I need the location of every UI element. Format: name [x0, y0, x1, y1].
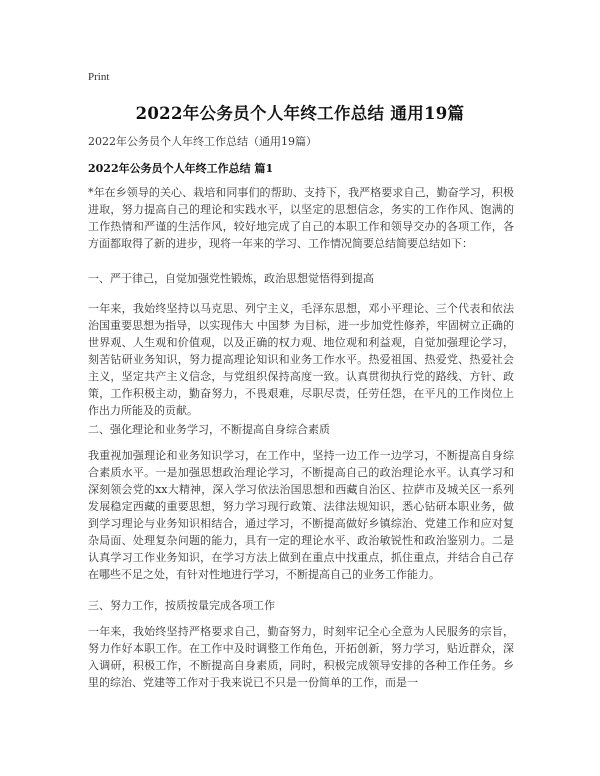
page-title: 2022年公务员个人年终工作总结 通用19篇	[135, 104, 465, 123]
section-heading: 2022年公务员个人年终工作总结 篇1	[88, 162, 274, 175]
intro-paragraph: *年在乡领导的关心、栽培和同事们的帮助、支持下，我严格要求自己，勤奋学习，积极进取，努力提高自己的理论和实践水平，以坚定的思想信念，务实的工作作风、饱满的工作热情和严谨的生活作风，较好地完成了自己的本职工作和领导交办的各项工作，各方面都取得了新的进步，现将一年来的学习、工作情况简要总结简要总结如下：	[88, 186, 514, 250]
sub-heading-1: 一、严于律己，自觉加强党性锻炼，政治思想觉悟得到提高	[88, 272, 374, 285]
page-subtitle: 2022年公务员个人年终工作总结（通用19篇）	[88, 135, 317, 148]
body-paragraph-3: 一年来，我始终坚持严格要求自己，勤奋努力，时刻牢记全心全意为人民服务的宗旨，努力作好本职工作。在工作中及时调整工作角色，开拓创新，努力学习，贴近群众，深入调研，积极工作，不断提高自身素质，同时，积极完成领导安排的各种工作任务。乡里的综治、党建等工作对于我来说已不只是一份简单的工作，而是一	[88, 625, 514, 689]
body-paragraph-2: 我重视加强理论和业务知识学习，在工作中，坚持一边工作一边学习，不断提高自身综合素质水平。一是加强思想政治理论学习，不断提高自己的政治理论水平。认真学习和深刻领会党的xx大精神，深入学习依法治国思想和西藏自治区、拉萨市及城关区一系列发展稳定西藏的重要思想，努力学习现行政策、法律法规知识，悉心钻研本职业务，做到学习理论与业务知识相结合，通过学习，不断提高做好乡镇综治、党建工作和应对复杂局面、处理复杂问题的能力，具有一定的理论水平、政治敏锐性和政治鉴别力。二是认真学习工作业务知识，在学习方法上做到在重点中找重点，抓住重点，并结合自己存在哪些不足之处，有针对性地进行学习，不断提高自己的业务工作能力。	[88, 449, 514, 581]
sub-heading-3: 三、努力工作，按质按量完成各项工作	[88, 599, 275, 612]
sub-heading-2: 二、强化理论和业务学习，不断提高自身综合素质	[88, 423, 330, 436]
print-link[interactable]: Print	[88, 71, 110, 83]
body-paragraph-1: 一年来，我始终坚持以马克思、列宁主义，毛泽东思想，邓小平理论、三个代表和依法治国重要思想为指导，以实现伟大 中国梦 为目标，进一步加党性修养，牢固树立正确的世界观、人生观和价值观，以及正确的权力观、地位观和利益观，自觉加强理论学习，刻苦钻研业务知识，努力提高理论知识和业务工作水平。热爱祖国、热爱党、热爱社会主义，坚定共产主义信念，与党组织保持高度一致。认真贯彻执行党的路线、方针、政策，工作积极主动，勤奋努力，不畏艰难，尽职尽责，任劳任怨，在平凡的工作岗位上作出力所能及的贡献。	[88, 302, 514, 417]
